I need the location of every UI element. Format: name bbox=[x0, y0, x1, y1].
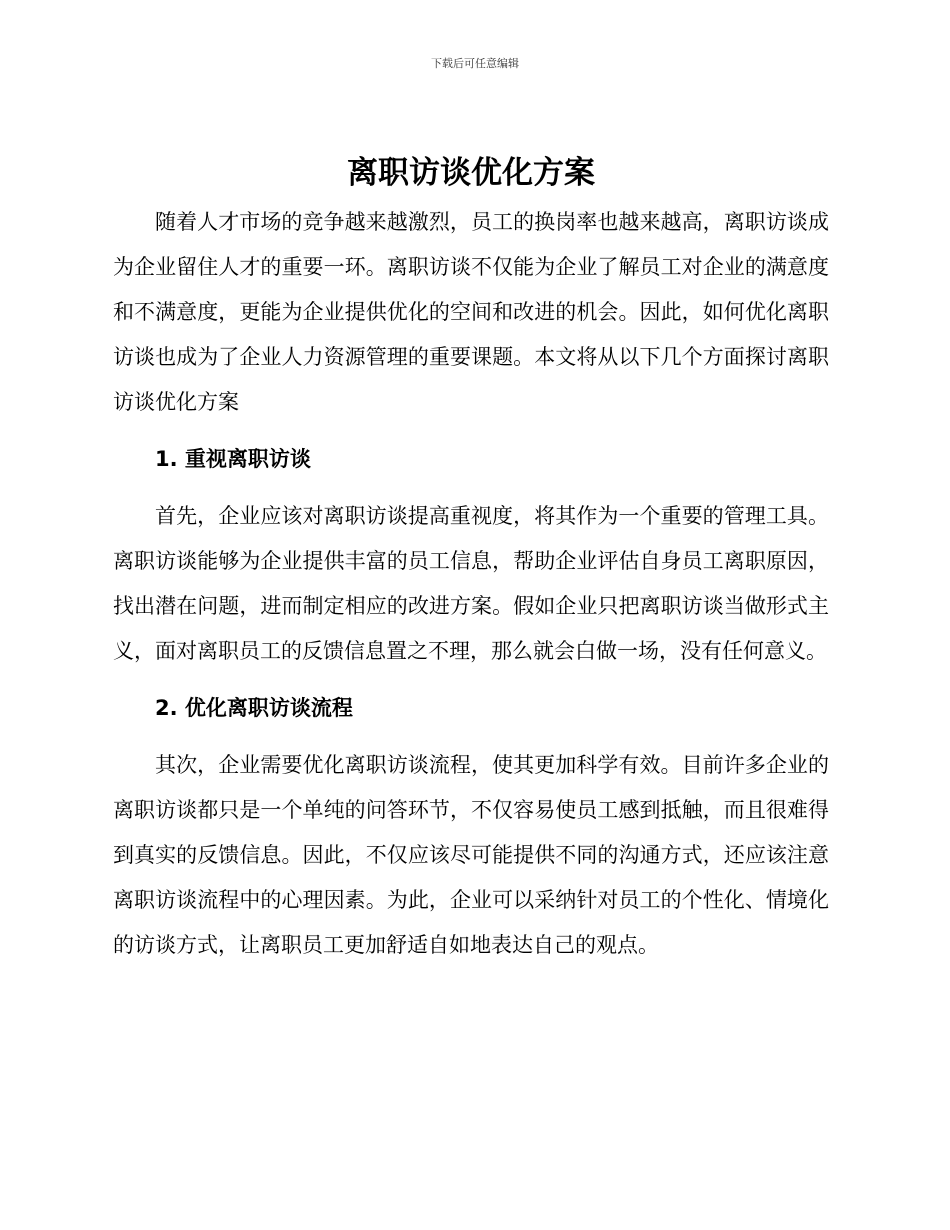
section-2-heading: 2. 优化离职访谈流程 bbox=[155, 696, 353, 720]
document-title: 离职访谈优化方案 bbox=[347, 155, 595, 191]
intro-paragraph: 随着人才市场的竞争越来越激烈，员工的换岗率也越来越高，离职访谈成为企业留住人才的重要一环。离职访谈不仅能为企业了解员工对企业的满意度和不满意度，更能为企业提供优化的空间和改进的机会。因此，如何优化离职访谈也成为了企业人力资源管理的重要课题。本文将从以下几个方面探讨离职访谈优化方案 bbox=[113, 210, 829, 414]
document-body bbox=[113, 148, 829, 968]
page-header-note: 下载后可任意编辑 bbox=[431, 57, 519, 70]
section-1-heading: 1. 重视离职访谈 bbox=[155, 447, 311, 471]
section-2-paragraph: 其次，企业需要优化离职访谈流程，使其更加科学有效。目前许多企业的离职访谈都只是一个单纯的问答环节，不仅容易使员工感到抵触，而且很难得到真实的反馈信息。因此，不仅应该尽可能提供不同的沟通方式，还应该注意离职访谈流程中的心理因素。为此，企业可以采纳针对员工的个性化、情境化的访谈方式，让离职员工更加舒适自如地表达自己的观点。 bbox=[113, 753, 829, 957]
section-1-paragraph: 首先，企业应该对离职访谈提高重视度，将其作为一个重要的管理工具。离职访谈能够为企业提供丰富的员工信息，帮助企业评估自身员工离职原因，找出潜在问题，进而制定相应的改进方案。假如企业只把离职访谈当做形式主义，面对离职员工的反馈信息置之不理，那么就会白做一场，没有任何意义。 bbox=[113, 504, 829, 663]
